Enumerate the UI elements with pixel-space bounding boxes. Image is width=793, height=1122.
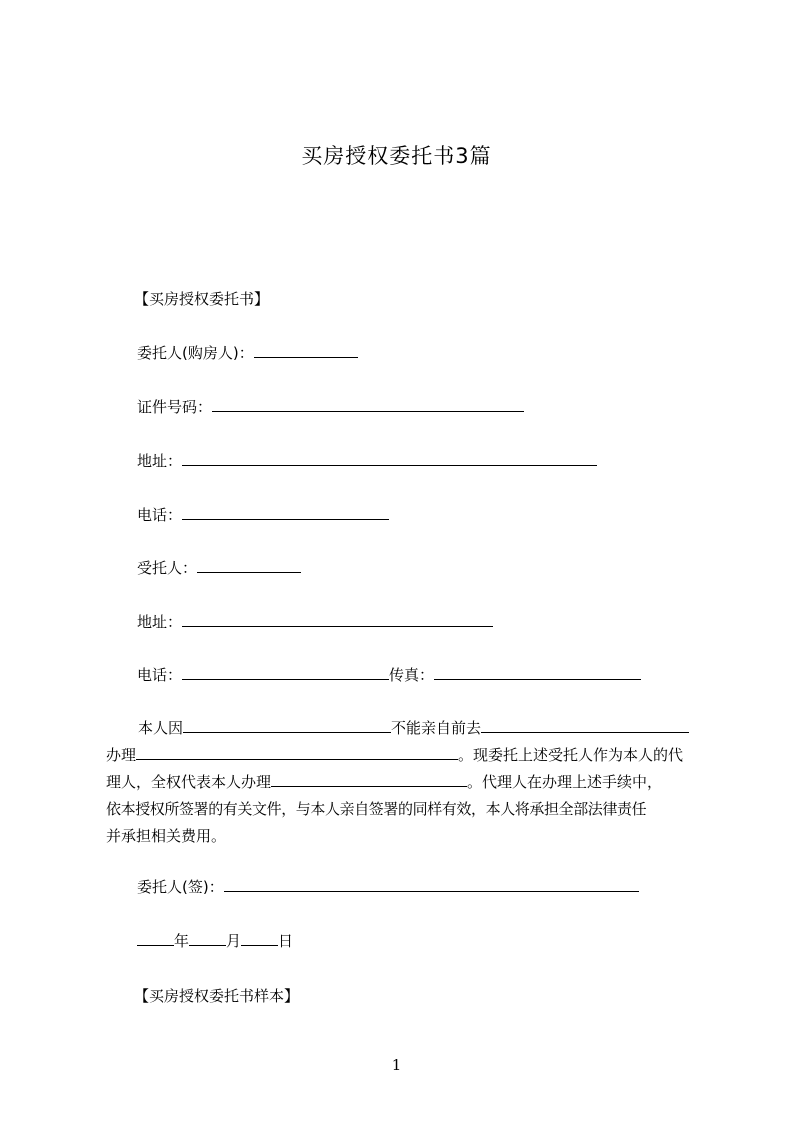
year-label: 年 xyxy=(174,932,190,950)
body-text: 本人因 xyxy=(138,719,184,737)
day-label: 日 xyxy=(278,932,294,950)
day-blank xyxy=(241,931,278,946)
id-number-label: 证件号码： xyxy=(137,398,213,416)
body-text: 依本授权所签署的有关文件，与本人亲自签署的同样有效，本人将承担全部法律责任 xyxy=(106,800,647,818)
id-number-line xyxy=(137,397,524,417)
paragraph-row xyxy=(106,823,700,850)
body-text: 理人，全权代表本人办理 xyxy=(106,773,272,791)
paragraph-row xyxy=(106,742,700,769)
address-blank-1 xyxy=(182,451,597,466)
principal-label: 委托人(购房人)： xyxy=(137,344,254,362)
matter-blank xyxy=(136,745,458,760)
address-label-2: 地址： xyxy=(137,613,183,631)
body-text: 。现委托上述受托人作为本人的代 xyxy=(458,746,684,764)
phone-label-2: 电话： xyxy=(137,666,183,684)
paragraph-row xyxy=(106,796,700,823)
phone-fax-line xyxy=(137,665,641,685)
body-text: 并承担相关费用。 xyxy=(106,827,227,845)
address-line-1 xyxy=(137,451,597,471)
section-heading-1: 【买房授权委托书】 xyxy=(134,290,270,308)
body-text: 办理 xyxy=(106,746,137,764)
principal-blank xyxy=(254,343,358,358)
signature-blank xyxy=(224,877,639,892)
authorized-matter-blank xyxy=(271,772,467,787)
paragraph-row xyxy=(106,715,700,742)
phone-blank-1 xyxy=(182,505,389,520)
month-blank xyxy=(189,931,226,946)
date-line xyxy=(137,931,293,951)
destination-blank xyxy=(481,718,689,733)
address-line-2 xyxy=(137,612,493,632)
address-blank-2 xyxy=(182,612,493,627)
signature-line xyxy=(137,877,639,897)
signature-label: 委托人(签)： xyxy=(137,878,224,896)
body-text: 不能亲自前去 xyxy=(391,719,482,737)
body-text: 。代理人在办理上述手续中， xyxy=(467,773,663,791)
phone-label-1: 电话： xyxy=(137,506,183,524)
document-title: 买房授权委托书3篇 xyxy=(301,144,492,168)
body-paragraph xyxy=(106,715,700,850)
phone-line-1 xyxy=(137,505,389,525)
agent-line xyxy=(137,558,301,578)
principal-line xyxy=(137,343,358,363)
agent-label: 受托人： xyxy=(137,559,198,577)
year-blank xyxy=(137,931,174,946)
id-number-blank xyxy=(212,397,524,412)
paragraph-row xyxy=(106,769,700,796)
address-label-1: 地址： xyxy=(137,452,183,470)
fax-blank xyxy=(434,665,641,680)
section-heading-2: 【买房授权委托书样本】 xyxy=(134,987,300,1005)
agent-blank xyxy=(197,558,301,573)
page-number: 1 xyxy=(391,1056,402,1074)
month-label: 月 xyxy=(226,932,242,950)
fax-label: 传真： xyxy=(389,666,435,684)
reason-blank xyxy=(183,718,391,733)
phone-blank-2 xyxy=(182,665,389,680)
